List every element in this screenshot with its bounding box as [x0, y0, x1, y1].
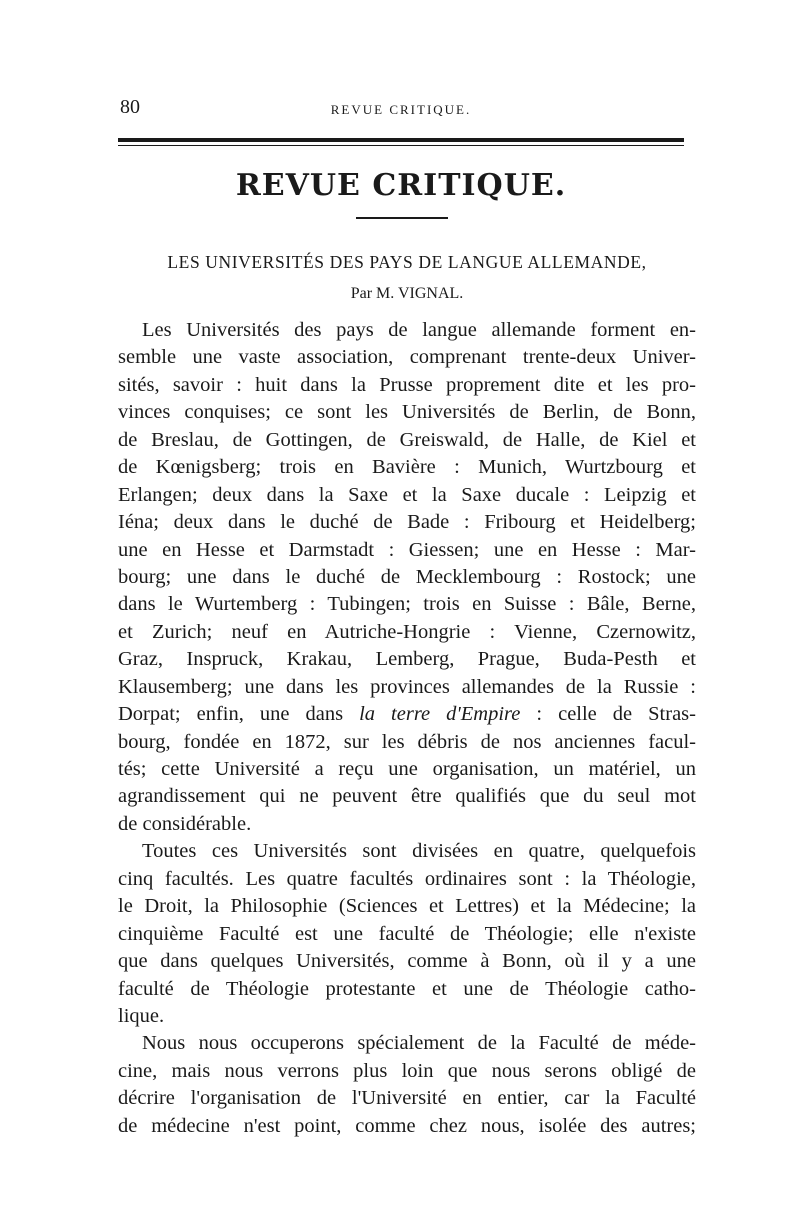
body-line: Erlangen; deux dans la Saxe et la Saxe ducale : Leipzig et	[118, 483, 696, 506]
body-line: sités, savoir : huit dans la Prusse proprement dite et les pro-	[118, 373, 696, 396]
article-title: LES UNIVERSITÉS DES PAYS DE LANGUE ALLEMANDE,	[167, 252, 647, 272]
body-line: cinquième Faculté est une faculté de Théologie; elle n'existe	[118, 922, 696, 945]
body-line: une en Hesse et Darmstadt : Giessen; une en Hesse : Mar-	[118, 538, 696, 561]
body-line: cine, mais nous verrons plus loin que nous serons obligé de	[118, 1059, 696, 1082]
body-line: de médecine n'est point, comme chez nous, isolée des autres;	[118, 1114, 696, 1137]
body-line: et Zurich; neuf en Autriche-Hongrie : Vienne, Czernowitz,	[118, 620, 696, 643]
body-line: Nous nous occuperons spécialement de la Faculté de méde-	[142, 1032, 696, 1055]
page-number: 80	[120, 96, 140, 118]
body-line: agrandissement qui ne peuvent être qualifiés que du seul mot	[118, 785, 696, 808]
body-line: Les Universités des pays de langue allemande forment en-	[142, 319, 696, 341]
article-body	[118, 317, 696, 1140]
body-line: Graz, Inspruck, Krakau, Lemberg, Prague, Buda-Pesth et	[118, 648, 696, 671]
body-line: tés; cette Université a reçu une organisation, un matériel, un	[118, 758, 696, 780]
body-line: de Breslau, de Gottingen, de Greiswald, de Halle, de Kiel et	[118, 428, 696, 451]
body-line: cinq facultés. Les quatre facultés ordinaires sont : la Théologie,	[118, 867, 696, 890]
section-title: REVUE CRITIQUE.	[235, 168, 567, 203]
header-rule-thick	[118, 138, 684, 142]
body-line: lique.	[118, 1004, 165, 1027]
body-line: semble une vaste association, comprenant trente-deux Univer-	[118, 346, 696, 369]
body-line: bourg; une dans le duché de Mecklembourg : Rostock; une	[118, 565, 696, 588]
body-line: faculté de Théologie protestante et une de Théologie catho-	[118, 977, 696, 1000]
body-line: dans le Wurtemberg : Tubingen; trois en Suisse : Bâle, Berne,	[118, 593, 696, 616]
body-line: vinces conquises; ce sont les Universités de Berlin, de Bonn,	[118, 401, 696, 424]
body-line: le Droit, la Philosophie (Sciences et Lettres) et la Médecine; la	[118, 895, 696, 918]
body-line: de Kœnigsberg; trois en Bavière : Munich, Wurtzbourg et	[118, 456, 696, 479]
body-line: Klausemberg; une dans les provinces allemandes de la Russie :	[118, 675, 696, 698]
body-line: Toutes ces Universités sont divisées en quatre, quelquefois	[142, 840, 696, 863]
running-head	[118, 96, 684, 122]
body-line: décrire l'organisation de l'Université en entier, car la Faculté	[118, 1087, 696, 1110]
body-line: de considérable.	[118, 812, 252, 835]
body-line: que dans quelques Universités, comme à Bonn, où il y a une	[118, 950, 696, 973]
body-line: bourg, fondée en 1872, sur les débris de nos anciennes facul-	[118, 730, 696, 753]
header-rule-thin	[118, 145, 684, 146]
article-byline: Par M. VIGNAL.	[350, 285, 464, 302]
running-title: REVUE CRITIQUE.	[330, 102, 472, 117]
body-line: Dorpat; enfin, une dans la terre d'Empire : celle de Stras-	[118, 703, 696, 726]
body-line: Iéna; deux dans le duché de Bade : Fribourg et Heidelberg;	[118, 511, 696, 534]
title-divider	[356, 217, 448, 219]
